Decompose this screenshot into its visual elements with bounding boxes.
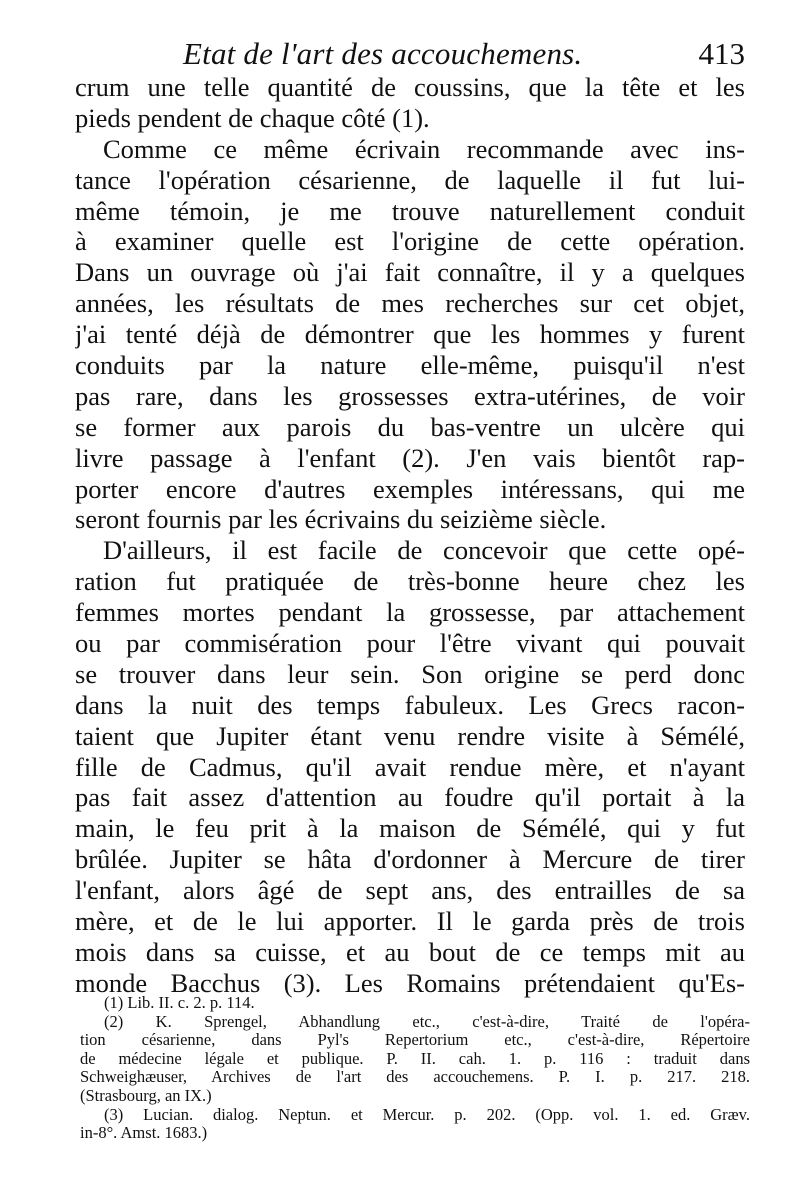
footnote-line: Schweighæuser, Archives de l'art des accouchemens. P. I. p. 217. 218. [80,1068,750,1087]
page-number: 413 [698,36,745,71]
text-line: mois dans sa cuisse, et au bout de ce temps mit au [75,936,745,967]
text-line: ration fut pratiquée de très-bonne heure chez les [75,566,745,597]
text-line: se trouver dans leur sein. Son origine se perd donc [75,658,745,689]
text-line: main, le feu prit à la maison de Sémélé, qui y fut [75,813,745,844]
text-line: pas rare, dans les grossesses extra-utérines, de voir [75,380,745,411]
text-line: à examiner quelle est l'origine de cette opération. [75,226,745,257]
text-line: l'enfant, alors âgé de sept ans, des entrailles de sa [75,875,745,906]
footnote-line: in-8°. Amst. 1683.) [80,1124,208,1143]
footnote-line: (2) K. Sprengel, Abhandlung etc., c'est-à-dire, Traité de l'opéra- [104,1012,750,1031]
text-line: ou par commisération pour l'être vivant qui pouvait [75,628,745,659]
footnotes [80,994,750,1143]
text-line: conduits par la nature elle-même, puisqu'il n'est [75,350,745,381]
text-line: tance l'opération césarienne, de laquelle il fut lui- [75,164,745,195]
text-line: monde Bacchus (3). Les Romains prétendaient qu'Es- [75,967,745,998]
text-line: taient que Jupiter étant venu rendre visite à Sémélé, [75,720,745,751]
footnote-line: tion césarienne, dans Pyl's Repertorium etc., c'est-à-dire, Répertoire [80,1031,750,1050]
text-line: pieds pendent de chaque côté (1). [75,102,430,133]
text-line: femmes mortes pendant la grossesse, par attachement [75,597,745,628]
text-line: même témoin, je me trouve naturellement conduit [75,195,745,226]
text-line: années, les résultats de mes recherches sur cet objet, [75,288,745,319]
text-line: Comme ce même écrivain recommande avec ins- [103,133,745,164]
text-line: brûlée. Jupiter se hâta d'ordonner à Mercure de tirer [75,844,745,875]
text-line: pas fait assez d'attention au foudre qu'il portait à la [75,782,745,813]
text-line: livre passage à l'enfant (2). J'en vais bientôt rap- [75,442,745,473]
body-text [75,72,745,999]
text-line: j'ai tenté déjà de démontrer que les hommes y furent [75,319,745,350]
text-line: seront fournis par les écrivains du seizième siècle. [75,504,607,535]
text-line: mère, et de le lui apporter. Il le garda près de trois [75,906,745,937]
footnote-line: (Strasbourg, an IX.) [80,1086,212,1105]
page-header [75,34,745,74]
running-title: Etat de l'art des accouchemens. [183,36,583,71]
text-line: D'ailleurs, il est facile de concevoir que cette opé- [103,535,745,566]
text-line: crum une telle quantité de coussins, que la tête et les [75,72,745,102]
text-line: porter encore d'autres exemples intéressans, qui me [75,473,745,504]
text-line: Dans un ouvrage où j'ai fait connaître, il y a quelques [75,257,745,288]
text-line: se former aux parois du bas-ventre un ulcère qui [75,411,745,442]
text-line: dans la nuit des temps fabuleux. Les Grecs racon- [75,689,745,720]
footnote-line: (1) Lib. II. c. 2. p. 114. [104,994,255,1012]
text-line: fille de Cadmus, qu'il avait rendue mère, et n'ayant [75,751,745,782]
footnote-line: de médecine légale et publique. P. II. cah. 1. p. 116 : traduit dans [80,1049,750,1068]
footnote-line: (3) Lucian. dialog. Neptun. et Mercur. p. 202. (Opp. vol. 1. ed. Græv. [104,1105,750,1124]
